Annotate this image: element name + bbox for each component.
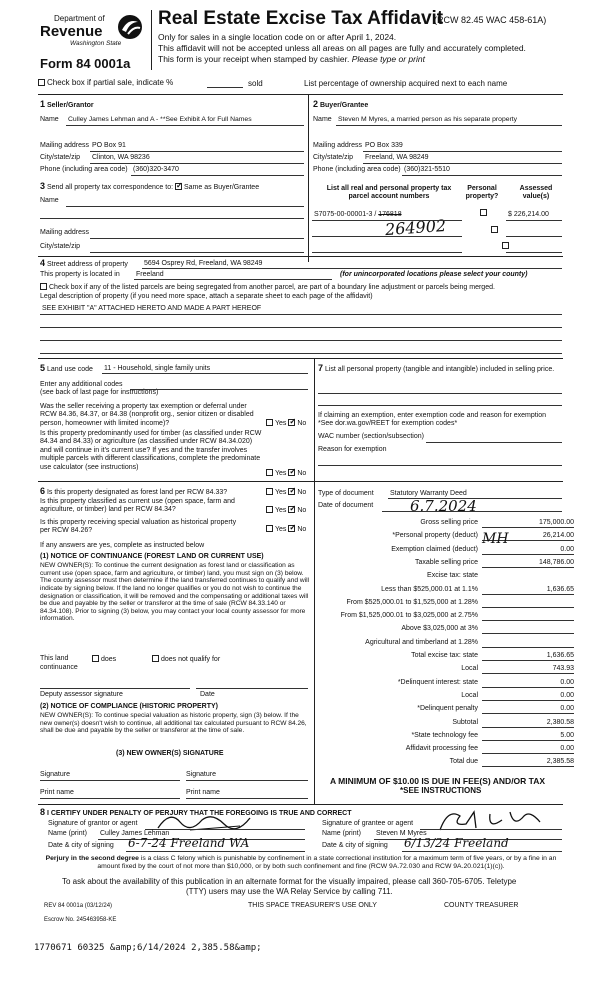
header-line-3: This form is your receipt when stamped by cashier. Please type or print (158, 54, 425, 64)
exemption-question: Was the seller receiving a property tax exemption or deferral under RCW 84.36, 84.37, or 84.38 (nonprofit org., senior citizen or disabled person, homeowner with limited income)? (40, 403, 254, 427)
notice-continuance-text: NEW OWNER(S): To continue the current designation as forest land or classification as current use (open space, farm and agriculture, or timber) land, you must sign on (3) below. The county assessor must then determine if the land transferred continues to qualify and will indicate by signing below. If the land no longer qualifies or you do not wish to continue the designation or classification, it will be removed and the compensating or additional taxes will be due and payable by the seller or transferor at the time of sale (RCW 84.33.140 or 84.34.108). Prior to signing (3) below, you may contact your local county assessor for more information. (40, 562, 310, 623)
grantee-signature[interactable] (430, 806, 560, 836)
calc-label: Total due (449, 758, 478, 766)
rule (402, 175, 562, 176)
land-use-code[interactable]: 11 - Household, single family units (104, 365, 211, 372)
minimum-due-notice: A MINIMUM OF $10.00 IS DUE IN FEE(S) AND/OR TAX (330, 776, 546, 786)
logo-swirl-icon (116, 14, 144, 40)
calc-label: Agricultural and timberland at 1.28% (365, 638, 478, 646)
deputy-date-label: Date (200, 691, 215, 698)
rule (38, 804, 563, 805)
calc-value[interactable]: 0.00 (482, 744, 574, 754)
rev-number: REV 84 0001a (03/12/24) (44, 903, 113, 909)
personal-property-field[interactable] (318, 393, 562, 394)
rule (382, 511, 562, 512)
rule (318, 405, 562, 406)
new-owner-print-label-2: Print name (186, 789, 220, 796)
timber-question: Is this property predominantly used for timber (as classified under RCW 84.34 and 84.33) or agriculture (as classified under RCW 84.34.020) and will continue in it's current use? If yes and the transfer involves multiple parcels with different classifications, complete the predominate use calculator (see instructions) (40, 430, 262, 471)
rule (314, 481, 563, 482)
grantor-date[interactable]: 6-7-24 Freeland WA (128, 836, 250, 850)
see-instructions: *SEE INSTRUCTIONS (400, 786, 482, 795)
legal-desc-label: Legal description of property (if you need more space, attach a separate sheet to each page of the affidavit) (40, 293, 373, 300)
dor-logo (40, 12, 148, 47)
buyer-city[interactable]: Freeland, WA 98249 (365, 154, 429, 161)
header-line-2: This affidavit will not be accepted unless all areas on all pages are fully and accurately completed. (158, 43, 526, 53)
unincorporated-note: (for unincorporated locations please select your county) (340, 271, 528, 278)
calc-label: Local (461, 665, 478, 673)
current-use-yes-no: Yes ✓ No (266, 506, 306, 515)
rule (90, 151, 304, 152)
continuance-label: continuance (40, 664, 78, 671)
calc-value[interactable]: 26,214.00 (482, 531, 574, 541)
deputy-sig-field[interactable] (40, 688, 190, 689)
buyer-mail[interactable]: PO Box 339 (365, 142, 403, 149)
rule (134, 279, 332, 280)
deputy-date-field[interactable] (196, 688, 308, 689)
alt-format-notice-2: (TTY) users may use the WA Relay Service by calling 711. (186, 887, 393, 896)
county-treasurer: COUNTY TREASURER (444, 902, 519, 909)
calc-label: Less than $525,000.01 at 1.1% (381, 585, 478, 593)
rule (308, 94, 309, 262)
calc-label: *State technology fee (411, 731, 478, 739)
new-owner-print-field-1[interactable] (40, 798, 180, 799)
new-owner-sig-label-2: Signature (186, 771, 216, 778)
rule (38, 94, 563, 95)
additional-codes-label: Enter any additional codes (see back of last page for instructions) (40, 381, 159, 397)
wac-field[interactable] (426, 442, 562, 443)
rule (126, 851, 305, 852)
calc-label: *Delinquent penalty (417, 705, 478, 713)
this-land-row: This land (40, 655, 69, 662)
partial-pct-field[interactable] (207, 87, 243, 88)
parcel-handwritten: 264902 (384, 215, 447, 240)
new-owner-print-label-1: Print name (40, 789, 74, 796)
logo-revenue-text: Revenue (40, 23, 103, 40)
personal-checkbox-2[interactable] (491, 226, 498, 233)
rule (131, 175, 304, 176)
exemption-no-checkbox[interactable] (288, 419, 295, 426)
calc-value[interactable]: 0.00 (482, 545, 574, 555)
partial-sale-row (38, 78, 173, 88)
correspondence-heading: 3 Send all property tax correspondence to: ✓ Same as Buyer/Grantee (40, 181, 259, 192)
buyer-mail-label: Mailing address (313, 142, 363, 149)
current-use-no-checkbox[interactable] (288, 506, 295, 513)
doc-type[interactable]: Statutory Warranty Deed (390, 490, 467, 497)
reason-label: Reason for exemption (318, 446, 387, 453)
personal-checkbox-1[interactable] (480, 209, 487, 216)
seller-mail[interactable]: PO Box 91 (92, 142, 126, 149)
grantee-name-label: Name (print) (322, 830, 361, 837)
calc-value[interactable]: 743.93 (482, 664, 574, 674)
grantee-date[interactable]: 6/13/24 Freeland (404, 836, 509, 850)
notice-compliance-head: (2) NOTICE OF COMPLIANCE (HISTORIC PROPERTY) (40, 703, 218, 710)
calc-label: From $525,000.01 to $1,525,000 at 1.28% (346, 598, 478, 606)
rule (312, 252, 462, 253)
seller-heading: 1 Seller/Grantor (40, 99, 94, 109)
partial-sold-label: sold (248, 79, 263, 88)
grantee-date-label: Date & city of signing (322, 842, 388, 849)
treasurer-use: THIS SPACE TREASURER'S USE ONLY (248, 902, 377, 909)
rule (142, 268, 562, 269)
located-city[interactable]: Freeland (136, 271, 164, 278)
rule (506, 252, 562, 253)
buyer-city-label: City/state/zip (313, 154, 354, 161)
rule (506, 236, 562, 237)
land-does: does (92, 655, 116, 664)
corr-mail-label: Mailing address (40, 229, 90, 236)
parcel-number[interactable]: S7075-00-00001-3 / 176818 (314, 211, 402, 218)
doc-date-label: Date of document (318, 502, 374, 509)
rule (312, 236, 462, 237)
buyer-name[interactable]: Steven M Myres, a married person as his separate property (338, 116, 518, 123)
calc-value[interactable]: 2,380.58 (482, 718, 574, 728)
calc-label: *Personal property (deduct) (392, 532, 478, 540)
personal-col-header: Personal property? (465, 185, 499, 201)
exemption-yes-checkbox[interactable] (266, 419, 273, 426)
rule (312, 220, 462, 221)
calc-value[interactable]: 1,636.65 (482, 651, 574, 661)
calc-label: *Delinquent interest: state (397, 678, 478, 686)
assessed-col-header: Assessed value(s) (519, 185, 553, 201)
historic-no-checkbox[interactable] (288, 525, 295, 532)
seller-mail-label: Mailing address (40, 142, 90, 149)
current-use-question: Is this property classified as current use (open space, farm and agriculture, or timber) land per RCW 84.34? (40, 498, 235, 514)
perjury-notice: Perjury in the second degree is a class C felony which is punishable by confinement in a state correctional institution for a maximum term of five years, or by a fine in an amount fixed by the court of not more than $10,000, or by both such confinement and fine (RCW 9A.72.030 and RCW 9A.20.021(1)(c)). (45, 855, 557, 871)
exemption-yes-no: Yes ✓ No (266, 419, 306, 428)
form-title: Real Estate Excise Tax Affidavit (158, 8, 444, 29)
calc-label: Local (461, 691, 478, 699)
seller-name-label: Name (40, 116, 59, 123)
rule (40, 314, 562, 315)
partial-sale-label: Check box if partial sale, indicate % (47, 78, 174, 87)
rule (40, 353, 562, 354)
calc-value[interactable] (482, 624, 574, 634)
legal-description[interactable]: SEE EXHIBIT "A" ATTACHED HERETO AND MADE A PART HEREOF (42, 305, 262, 312)
land-does-not-checkbox[interactable] (152, 655, 159, 662)
calc-label: Above $3,025,000 at 3% (401, 625, 478, 633)
form-citation: (RCW 82.45 WAC 458-61A) (434, 15, 547, 25)
rule (336, 125, 562, 126)
seller-phone[interactable]: (360)320-3470 (133, 166, 179, 173)
calc-value[interactable]: 1,636.65 (482, 585, 574, 595)
reason-field[interactable] (318, 465, 562, 466)
calc-label: Taxable selling price (414, 558, 478, 566)
land-does-checkbox[interactable] (92, 655, 99, 662)
street-address[interactable]: 5694 Osprey Rd, Freeland, WA 98249 (144, 260, 263, 267)
list-pct-note: List percentage of ownership acquired next to each name (304, 79, 508, 88)
located-label: This property is located in (40, 271, 120, 278)
doc-date[interactable]: 6.7.2024 (410, 497, 477, 515)
form-number: Form 84 0001a (40, 56, 131, 71)
calc-value[interactable] (482, 638, 574, 648)
additional-codes-field[interactable] (130, 389, 308, 390)
calc-value[interactable]: 0.00 (482, 691, 574, 701)
new-owner-sig-head: (3) NEW OWNER(S) SIGNATURE (116, 750, 224, 757)
rule (402, 851, 562, 852)
grantor-name-label: Name (print) (48, 830, 87, 837)
rule (38, 358, 563, 359)
calc-value[interactable]: 148,786.00 (482, 558, 574, 568)
rule (40, 327, 562, 328)
grantor-sig-label: Signature of grantor or agent (48, 820, 138, 827)
buyer-phone[interactable]: (360)321-5510 (404, 166, 450, 173)
street-address-row: 4 Street address of property (40, 258, 128, 268)
rule (506, 220, 562, 221)
seller-name[interactable]: Culley James Lehman and A - **See Exhibit A for Full Names (68, 116, 252, 123)
new-owner-print-field-2[interactable] (186, 798, 308, 799)
rule (38, 481, 314, 482)
forest-yes-checkbox[interactable] (266, 488, 273, 495)
rule (363, 163, 562, 164)
current-use-yes-checkbox[interactable] (266, 506, 273, 513)
alt-format-notice-1: To ask about the availability of this publication in an alternate format for the visually impaired, please call 360-705-6705. Teletype (62, 877, 517, 886)
rule (66, 125, 304, 126)
calc-value[interactable]: 5.00 (482, 731, 574, 741)
grantee-name[interactable]: Steven M Myres (376, 830, 427, 837)
forest-no-checkbox[interactable] (288, 488, 295, 495)
logo-dept-text: Department of (54, 14, 105, 23)
historic-yes-no: Yes ✓ No (266, 525, 306, 534)
new-owner-sig-field-2[interactable] (186, 780, 308, 781)
grantor-name[interactable]: Culley James Lehman (100, 830, 170, 837)
personal-checkbox-3[interactable] (502, 242, 509, 249)
calc-value[interactable]: 175,000.00 (482, 518, 574, 528)
calc-label: Affidavit processing fee (405, 745, 478, 753)
header-line-1: Only for sales in a single location code on or after April 1, 2024. (158, 32, 397, 42)
land-use-row: 5 Land use code (40, 363, 93, 373)
segregation-row: Check box if any of the listed parcels are being segregated from another parcel, are part of a boundary line adjustment or parcels being merged. (40, 283, 495, 292)
timber-yes-no: Yes ✓ No (266, 469, 306, 478)
calc-value[interactable]: 2,385.58 (482, 757, 574, 767)
rule (38, 256, 563, 257)
calc-value[interactable]: 0.00 (482, 704, 574, 714)
historic-question: Is this property receiving special valuation as historical property per RCW 84.26? (40, 519, 237, 535)
calc-value[interactable] (482, 598, 574, 608)
receipt-stamp: 1770671 60325 &amp;6/14/2024 2,385.58&amp; (34, 943, 262, 953)
calc-label: Exemption claimed (deduct) (391, 545, 478, 553)
corr-mail-field[interactable] (90, 238, 304, 239)
deputy-sig-label: Deputy assessor signature (40, 691, 123, 698)
corr-city-field[interactable] (90, 252, 304, 253)
buyer-name-label: Name (313, 116, 332, 123)
pp-initials: MH (482, 531, 509, 547)
header-divider (151, 10, 152, 70)
escrow-number: Escrow No. 245463958-KE (44, 917, 117, 923)
corr-city-label: City/state/zip (40, 243, 81, 250)
segregation-checkbox[interactable] (40, 283, 47, 290)
rule (314, 358, 315, 804)
forest-question: 6 Is this property designated as forest land per RCW 84.33? (40, 486, 228, 496)
seller-city-label: City/state/zip (40, 154, 81, 161)
notice-compliance-text: NEW OWNER(S): To continue special valuation as historic property, sign (3) below. If the new owner(s) doesn't wish to continue, all additional tax calculated pursuant to RCW 84.26, shall be due and payable by the seller or transferor at the time of sale. (40, 712, 307, 735)
grantor-date-label: Date & city of signing (48, 842, 114, 849)
rule (363, 151, 562, 152)
timber-no-checkbox[interactable] (288, 469, 295, 476)
seller-city[interactable]: Clinton, WA 98236 (92, 154, 150, 161)
certify-head: 8 I CERTIFY UNDER PENALTY OF PERJURY THAT THE FOREGOING IS TRUE AND CORRECT (40, 807, 352, 817)
rule (420, 829, 562, 830)
forest-yes-no: Yes ✓ No (266, 488, 306, 497)
calc-value[interactable] (482, 611, 574, 621)
calc-label: From $1,525,000.01 to $3,025,000 at 2.75% (340, 612, 478, 620)
exemption-claim-text: If claiming an exemption, enter exemption code and reason for exemption *See dor.wa.gov/REET for exemption codes* (318, 412, 547, 428)
rule (40, 340, 562, 341)
corr-name-label: Name (40, 197, 59, 204)
notice-continuance-head: (1) NOTICE OF CONTINUANCE (FOREST LAND OR CURRENT USE) (40, 553, 264, 560)
new-owner-sig-field-1[interactable] (40, 780, 180, 781)
if-any-yes: If any answers are yes, complete as instructed below (40, 542, 205, 549)
calc-label: Excise tax: state (427, 572, 478, 580)
calc-label: Gross selling price (420, 519, 478, 526)
buyer-heading: 2 Buyer/Grantee (313, 99, 369, 109)
calc-value[interactable]: 0.00 (482, 678, 574, 688)
corr-name-field[interactable] (66, 206, 304, 207)
calc-label: Subtotal (452, 718, 478, 726)
timber-yes-checkbox[interactable] (266, 469, 273, 476)
buyer-phone-label: Phone (including area code) (313, 166, 401, 173)
doc-type-label: Type of document (318, 490, 374, 497)
calc-label: Total excise tax: state (411, 652, 478, 659)
new-owner-sig-label-1: Signature (40, 771, 70, 778)
historic-yes-checkbox[interactable] (266, 525, 273, 532)
wac-label: WAC number (section/subsection) (318, 433, 424, 440)
rule (102, 373, 308, 374)
rule (40, 218, 304, 219)
same-as-buyer-checkbox[interactable] (175, 183, 182, 190)
rule (90, 163, 304, 164)
partial-sale-checkbox[interactable] (38, 79, 45, 86)
personal-property-head: 7 List all personal property (tangible and intangible) included in selling price. (318, 363, 555, 373)
grantee-sig-label: Signature of grantee or agent (322, 820, 414, 827)
logo-state-text: Washington State (70, 40, 122, 47)
land-does-not: does not qualify for (152, 655, 220, 664)
parcel-col-header: List all real and personal property tax parcel account numbers (326, 185, 452, 201)
seller-phone-label: Phone (including area code) (40, 166, 128, 173)
assessed-value[interactable]: $ 226,214.00 (508, 211, 549, 218)
